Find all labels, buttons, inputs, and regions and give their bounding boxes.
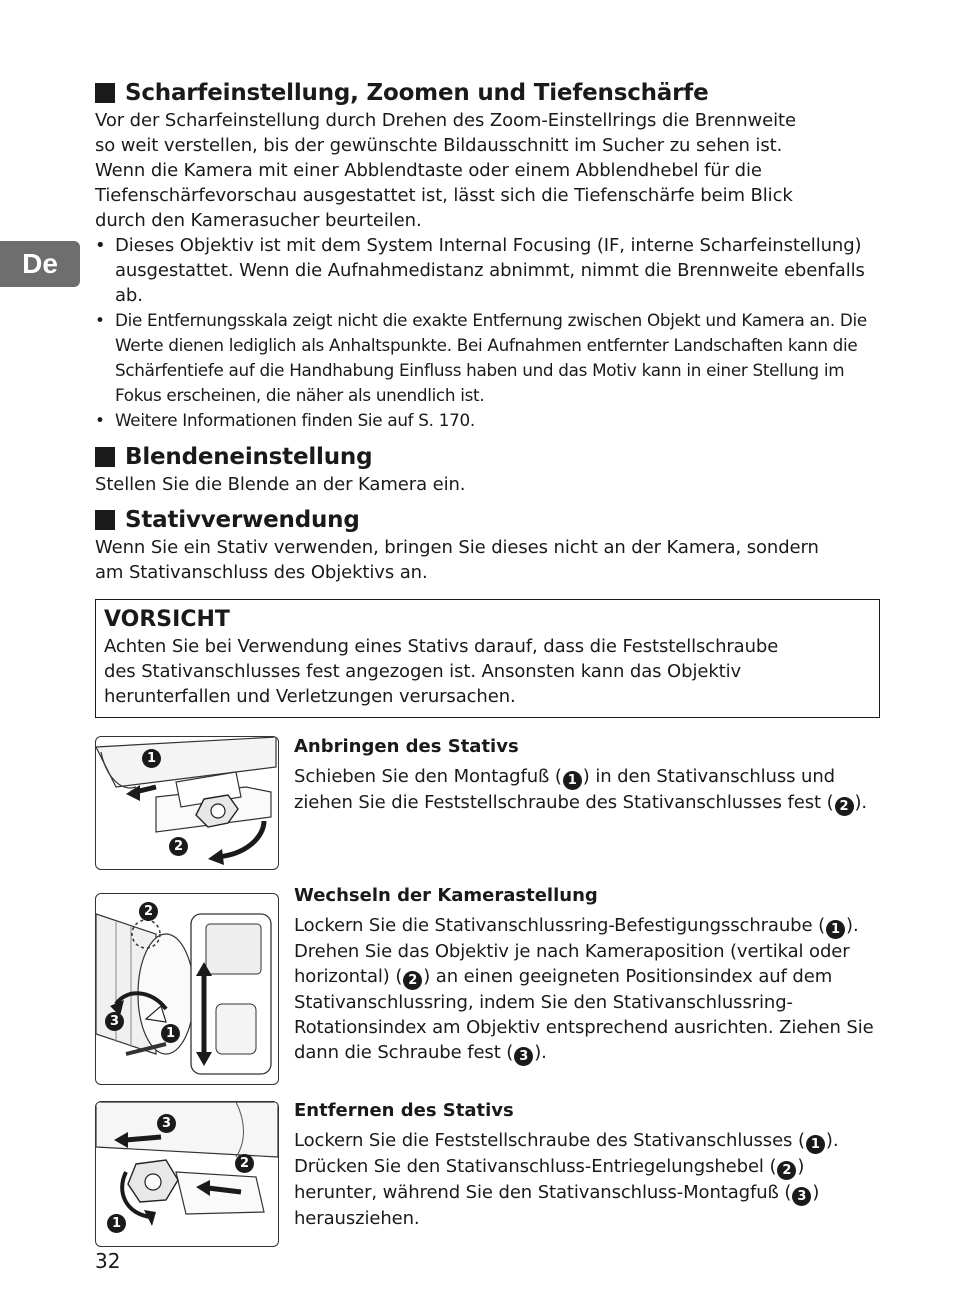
- callout-badge: 1: [142, 749, 161, 768]
- callout-badge: 1: [161, 1024, 180, 1043]
- section-focus-body: [95, 108, 880, 233]
- language-tab: [0, 241, 80, 287]
- step-text: ).: [854, 792, 868, 813]
- caution-line: Achten Sie bei Verwendung eines Stativs darauf, dass die Feststellschraube: [104, 636, 779, 657]
- page-number: 32: [95, 1249, 121, 1273]
- callout-badge: 1: [107, 1214, 126, 1233]
- body-line: Wenn die Kamera mit einer Abblendtaste oder einem Abblendhebel für die: [95, 160, 762, 181]
- body-line: Tiefenschärfevorschau ausgestattet ist, lässt sich die Tiefenschärfe beim Blick: [95, 185, 793, 206]
- body-line: durch den Kamerasucher beurteilen.: [95, 210, 422, 231]
- main-content: [95, 78, 880, 718]
- step-title: Anbringen des Stativs: [294, 736, 519, 757]
- step-title: Wechseln der Kamerastellung: [294, 885, 598, 906]
- step-text: ). Drehen Sie das Objektiv je nach Kameraposition (vertikal oder horizontal) (: [294, 915, 859, 987]
- callout-badge: 3: [105, 1012, 124, 1031]
- section-heading-aperture-text: Blendeneinstellung: [125, 444, 373, 470]
- body-line: am Stativanschluss des Objektivs an.: [95, 562, 428, 583]
- number-1-icon: 1: [806, 1135, 825, 1154]
- section-heading-tripod: [95, 505, 880, 535]
- square-bullet-icon: [95, 83, 115, 103]
- section-tripod-body: [95, 535, 880, 585]
- step-remove-tripod-text: [294, 1100, 884, 1231]
- caution-title: VORSICHT: [104, 607, 230, 632]
- figure-change-camera-position: [95, 893, 279, 1085]
- step-text: ) an einen geeigneten Positionsindex auf dem Stativanschlussring, indem Sie den Stativanschlussring-Rotationsindex am Objektiv entsprechend ausrichten. Ziehen Sie dann die Schraube fest (: [294, 966, 874, 1063]
- step-text: ).: [534, 1042, 547, 1063]
- number-2-icon: 2: [777, 1161, 796, 1180]
- bullet-text: Weitere Informationen finden Sie auf S. 170.: [115, 410, 475, 430]
- square-bullet-icon: [95, 447, 115, 467]
- square-bullet-icon: [95, 510, 115, 530]
- bullet-item: [95, 233, 880, 308]
- section-heading-tripod-text: Stativverwendung: [125, 507, 360, 533]
- caution-line: des Stativanschlusses fest angezogen ist. Ansonsten kann das Objektiv: [104, 661, 742, 682]
- body-line: so weit verstellen, bis der gewünschte Bildausschnitt im Sucher zu sehen ist.: [95, 135, 783, 156]
- step-text: ) in den Stativanschluss und ziehen Sie die Feststellschraube des Stativanschlusses fest (: [294, 766, 835, 813]
- bullet-text: Die Entfernungsskala zeigt nicht die exakte Entfernung zwischen Objekt und Kamera an. Die Werte dienen lediglich als Anhaltspunkte. Bei Aufnahmen entfernter Landschaften kann die Schärfentiefe auf die Handhabung Einfluss haben und das Motiv kann in einer Stellung im Fokus erscheinen, die näher als unendlich ist.: [115, 310, 867, 405]
- figure-remove-tripod: [95, 1101, 279, 1247]
- number-3-icon: 3: [792, 1187, 811, 1206]
- callout-badge: 2: [235, 1154, 254, 1173]
- step-text: Schieben Sie den Montagfuß (: [294, 766, 562, 787]
- caution-line: herunterfallen und Verletzungen verursachen.: [104, 686, 516, 707]
- callout-badge: 2: [139, 902, 158, 921]
- step-change-camera-position-text: [294, 885, 884, 1066]
- step-text: Lockern Sie die Feststellschraube des Stativanschlusses (: [294, 1130, 805, 1151]
- step-text: ) herausziehen.: [294, 1182, 820, 1229]
- step-description: [294, 913, 884, 1066]
- body-line: Wenn Sie ein Stativ verwenden, bringen Sie dieses nicht an der Kamera, sondern: [95, 537, 819, 558]
- language-tab-label: De: [22, 248, 58, 279]
- caution-box: [95, 599, 880, 718]
- step-text: ). Drücken Sie den Stativanschluss-Entriegelungshebel (: [294, 1130, 839, 1177]
- section-heading-focus-text: Scharfeinstellung, Zoomen und Tiefenschärfe: [125, 80, 709, 106]
- step-title: Entfernen des Stativs: [294, 1100, 514, 1121]
- bullet-dot-icon: •: [95, 310, 105, 330]
- section-heading-focus: [95, 78, 880, 108]
- body-line: Vor der Scharfeinstellung durch Drehen des Zoom-Einstellrings die Brennweite: [95, 110, 796, 131]
- bullet-list: [95, 233, 880, 433]
- step-attach-tripod-text: [294, 736, 884, 816]
- bullet-item: [95, 308, 880, 408]
- number-2-icon: 2: [403, 971, 422, 990]
- section-aperture-body: Stellen Sie die Blende an der Kamera ein.: [95, 474, 466, 495]
- number-1-icon: 1: [826, 920, 845, 939]
- callout-badge: 2: [169, 837, 188, 856]
- step-description: [294, 764, 884, 816]
- figure-attach-tripod: [95, 736, 279, 870]
- section-heading-aperture: [95, 442, 880, 472]
- number-2-icon: 2: [835, 797, 854, 816]
- step-text: Lockern Sie die Stativanschlussring-Befestigungsschraube (: [294, 915, 826, 936]
- bullet-dot-icon: •: [95, 410, 105, 430]
- number-3-icon: 3: [514, 1047, 533, 1066]
- step-text: ) herunter, während Sie den Stativanschluss-Montagfuß (: [294, 1156, 805, 1203]
- step-description: [294, 1128, 884, 1231]
- callout-badge: 3: [157, 1114, 176, 1133]
- number-1-icon: 1: [563, 771, 582, 790]
- bullet-text: Dieses Objektiv ist mit dem System Internal Focusing (IF, interne Scharfeinstellung) ausgestattet. Wenn die Aufnahmedistanz abnimmt, nimmt die Brennweite ebenfalls ab.: [115, 235, 865, 306]
- bullet-item: [95, 408, 880, 433]
- bullet-dot-icon: •: [95, 235, 106, 256]
